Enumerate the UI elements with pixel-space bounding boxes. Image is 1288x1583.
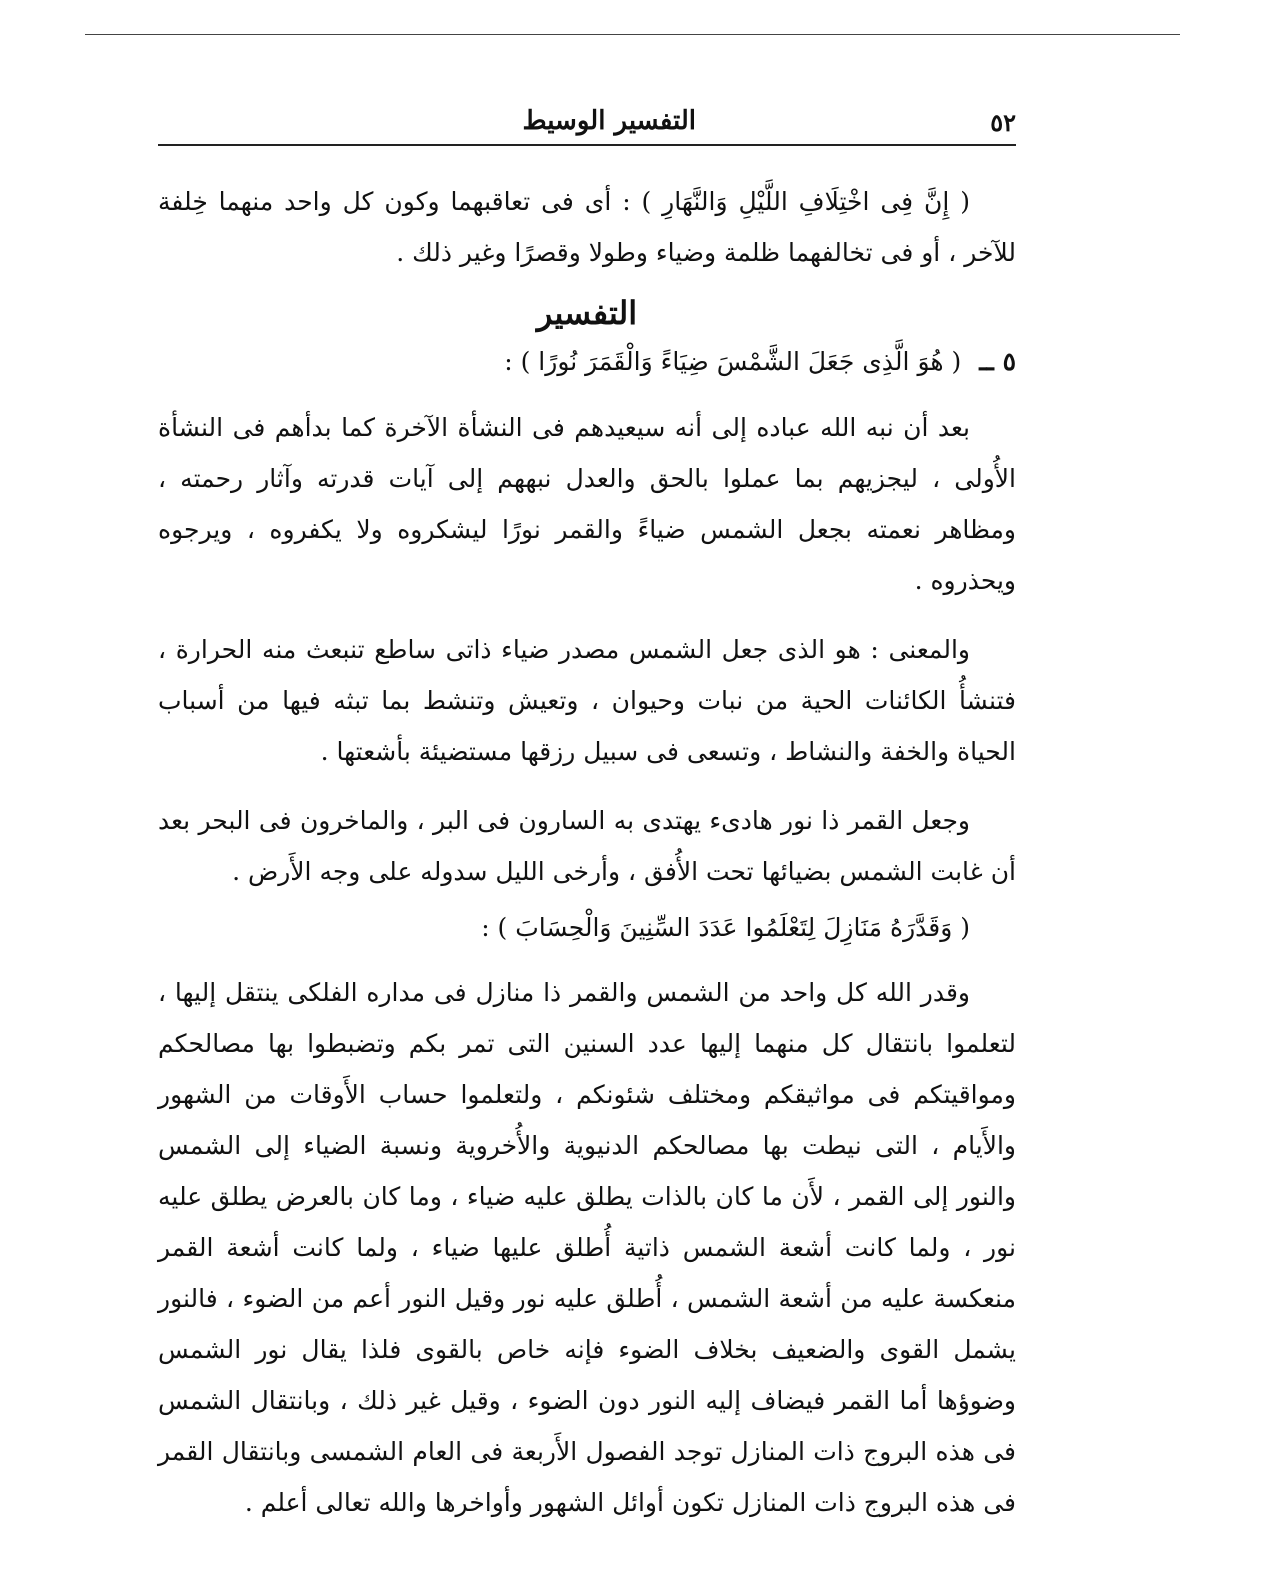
verse-5-text: ( هُوَ الَّذِى جَعَلَ الشَّمْسَ ضِيَاءً وَالْقَمَرَ نُورًا ) : xyxy=(504,347,962,376)
intro-paragraph: ( إِنَّ فِى اخْتِلَافِ اللَّيْلِ وَالنَّهَارِ ) : أى فى تعاقبهما وكون كل واحد منهما خِلفة للآخر ، أو فى تخالفهما ظلمة وضياء وطولا وقصرًا وغير ذلك . xyxy=(158,187,1016,267)
running-title: التفسير الوسيط xyxy=(522,106,696,136)
page-header xyxy=(158,100,1016,146)
page-number: ٥٢ xyxy=(990,108,1016,137)
paragraph-1: بعد أن نبه الله عباده إلى أنه سيعيدهم فى النشأة الآخرة كما بدأهم فى النشأة الأُولى ، ليجزيهم بما عملوا بالحق والعدل نبههم إلى آيات قدرته وآثار رحمته ، ومظاهر نعمته بجعل الشمس ضياءً والقمر نورًا ليشكروه ولا يكفروه ، ويرجوه ويحذروه . xyxy=(158,413,1017,595)
final-paragraph: وقدر الله كل واحد من الشمس والقمر ذا منازل فى مداره الفلكى ينتقل إليها ، لتعلموا بانتقال كل منهما إليها عدد السنين التى تمر بكم وتضبطوا بها مصالحكم ومواقيتكم فى مواثيقكم ومختلف شئونكم ، ولتعلموا حساب الأَوقات من الشهور والأَيام ، التى نيطت بها مصالحكم الدنيوية والأُخروية ونسبة الضياء إلى الشمس والنور إلى القمر ، لأَن ما كان بالذات يطلق عليه ضياء ، وما كان بالعرض يطلق عليه نور ، ولما كانت أشعة الشمس ذاتية أُطلق عليها ضياء ، ولما كانت أشعة القمر منعكسة عليه من أشعة الشمس ، أُطلق عليه نور وقيل النور أعم من الضوء ، فالنور يشمل القوى والضعيف بخلاف الضوء فإنه خاص بالقوى فلذا يقال نور الشمس وضوؤها أما القمر فيضاف إليه النور دون الضوء ، وقيل غير ذلك ، وبانتقال الشمس فى هذه البروج ذات المنازل توجد الفصول الأَربعة فى العام الشمسى وبانتقال القمر فى هذه البروج ذات المنازل تكون أوائل الشهور وأواخرها والله تعالى أعلم . xyxy=(158,978,1016,1517)
verse-5-heading xyxy=(158,340,1016,384)
book-page xyxy=(158,100,1016,1528)
scan-edge-line xyxy=(85,34,1180,35)
paragraph-3: وجعل القمر ذا نور هادىء يهتدى به السارون فى البر ، والماخرون فى البحر بعد أن غابت الشمس بضيائها تحت الأُفق ، وأرخى الليل سدوله على وجه الأَرض . xyxy=(158,806,1016,886)
verse-number: ٥ ــ xyxy=(979,347,1016,376)
verse-2-heading: ( وَقَدَّرَهُ مَنَازِلَ لِتَعْلَمُوا عَدَدَ السِّنِينَ وَالْحِسَابَ ) : xyxy=(481,913,970,942)
paragraph-2: والمعنى : هو الذى جعل الشمس مصدر ضياء ذاتى ساطع تنبعث منه الحرارة ، فتنشأُ الكائنات الحية من نبات وحيوان ، وتعيش وتنشط بما تبثه فيها من أسباب الحياة والخفة والنشاط ، وتسعى فى سبيل رزقها مستضيئة بأشعتها . xyxy=(158,635,1016,766)
section-title: التفسير xyxy=(536,294,638,332)
